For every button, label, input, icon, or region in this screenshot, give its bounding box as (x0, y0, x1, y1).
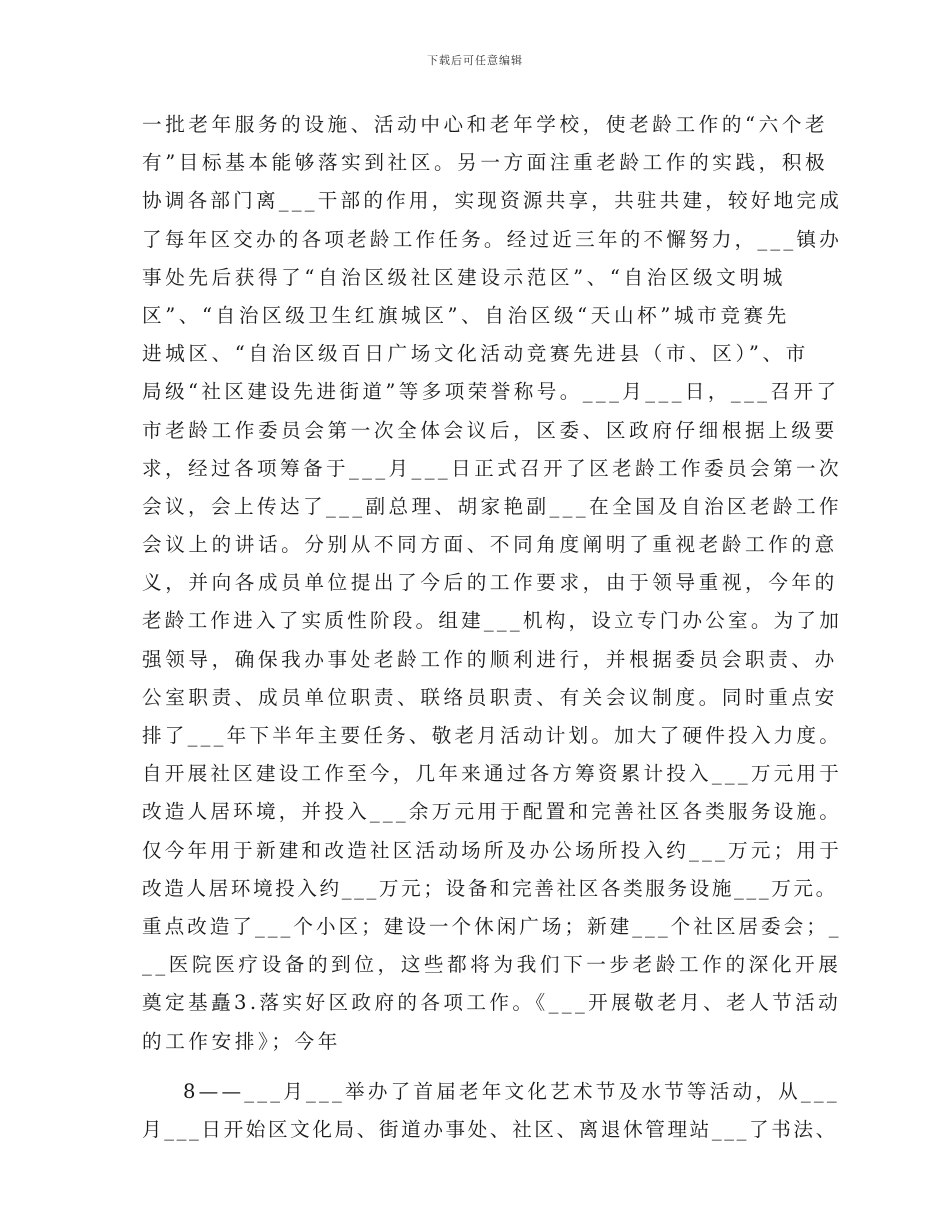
text-line: 协调各部门离___干部的作用，实现资源共享，共驻共建，较好地完成 (142, 189, 843, 213)
text-line: 市老龄工作委员会第一次全体会议后，区委、区政府仔细根据上级要 (142, 418, 838, 442)
text-line: 的工作安排》；今年 (142, 1029, 341, 1053)
paragraph (142, 106, 842, 1061)
paragraph (142, 1073, 842, 1149)
text-line: 自开展社区建设工作至今，几年来通过各方筹资累计投入___万元用于 (142, 762, 843, 786)
text-line: 区”、“自治区级卫生红旗城区”、自治区级“天山杯”城市竞赛先 (142, 303, 790, 327)
text-line: 事处先后获得了“自治区级社区建设示范区”、“自治区级文明城 (142, 265, 786, 289)
document-body (142, 106, 842, 1149)
text-line: 排了___年下半年主要任务、敬老月活动计划。加大了硬件投入力度。 (142, 724, 843, 747)
paragraph-spacer (142, 1061, 842, 1073)
text-line: 强领导，确保我办事处老龄工作的顺利进行，并根据委员会职责、办 (142, 647, 838, 671)
text-line: 8——___月___举办了首届老年文化艺术节及水节等活动，从___ (183, 1079, 840, 1103)
text-line: 仅今年用于新建和改造社区活动场所及办公场所投入约___万元；用于 (142, 838, 843, 862)
text-line: 会议，会上传达了___副总理、胡家艳副___在全国及自治区老龄工作 (142, 494, 843, 518)
text-line: 改造人居环境投入约___万元；设备和完善社区各类服务设施___万元。 (142, 876, 838, 900)
text-line: 进城区、“自治区级百日广场文化活动竞赛先进县（市、区）”、市 (142, 342, 809, 366)
text-line: 改造人居环境，并投入___余万元用于配置和完善社区各类服务设施。 (142, 800, 843, 824)
text-line: 重点改造了___个小区；建设一个休闲广场；新建___个社区居委会；_ (142, 914, 842, 938)
text-line: 义，并向各成员单位提出了今后的工作要求，由于领导重视，今年的 (142, 571, 838, 595)
page-header: 下载后可任意编辑 (427, 54, 523, 67)
text-line: 一批老年服务的设施、活动中心和老年学校，使老龄工作的“六个老 (142, 113, 829, 136)
text-line: 有”目标基本能够落实到社区。另一方面注重老龄工作的实践，积极 (142, 151, 829, 175)
text-line: 了每年区交办的各项老龄工作任务。经过近三年的不懈努力，___镇办 (142, 227, 843, 251)
text-line: 会议上的讲话。分别从不同方面、不同角度阐明了重视老龄工作的意 (142, 533, 838, 557)
text-line: __医院医疗设备的到位，这些都将为我们下一步老龄工作的深化开展 (142, 953, 842, 977)
text-line: 局级“社区建设先进街道”等多项荣誉称号。___月___日，___召开了 (142, 380, 840, 404)
text-line: 公室职责、成员单位职责、联络员职责、有关会议制度。同时重点安 (142, 685, 838, 709)
text-line: 老龄工作进入了实质性阶段。组建___机构，设立专门办公室。为了加 (142, 609, 843, 633)
text-line: 月___日开始区文化局、街道办事处、社区、离退休管理站___了书法、 (142, 1117, 838, 1141)
text-line: 奠定基矗3.落实好区政府的各项工作。《___开展敬老月、老人节活动 (142, 991, 842, 1015)
text-line: 求，经过各项筹备于___月___日正式召开了区老龄工作委员会第一次 (142, 456, 843, 480)
